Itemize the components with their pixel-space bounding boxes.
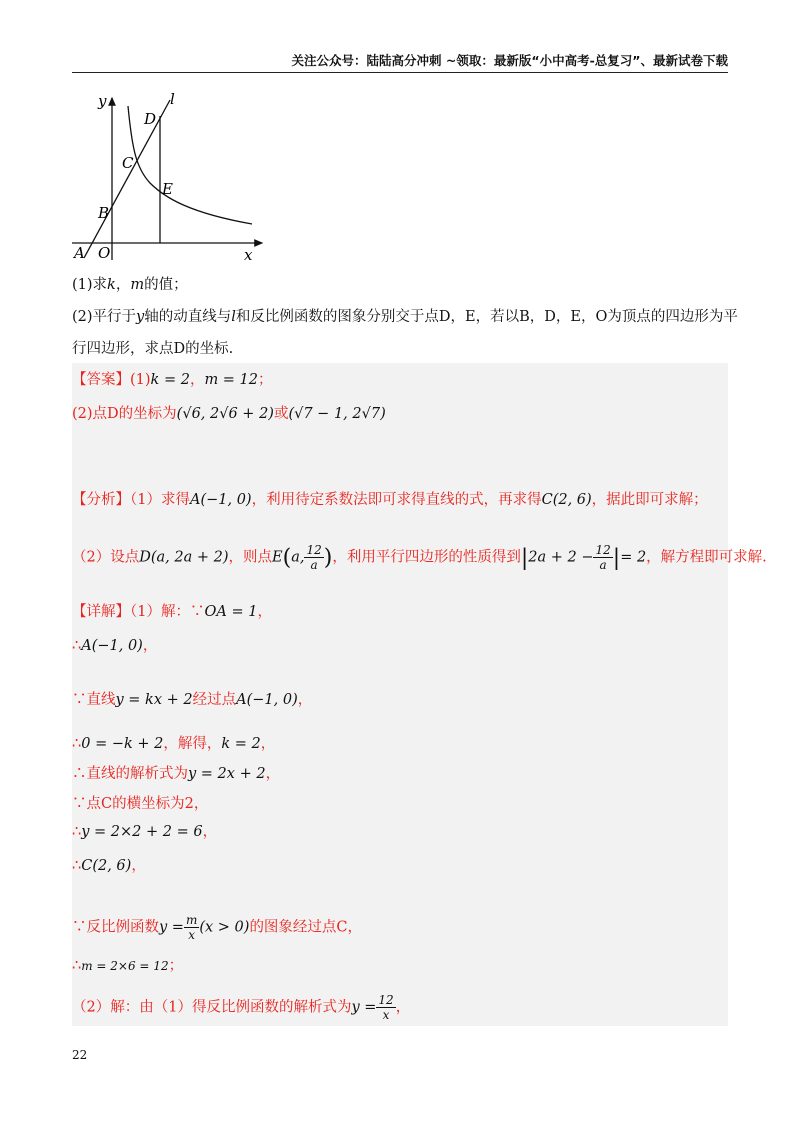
label-D: D [144, 110, 157, 128]
label-y: y [98, 92, 107, 110]
function-graph [70, 88, 270, 264]
answer-line-1: 【答案】(1)k = 2，m = 12； [72, 372, 273, 388]
label-B: B [98, 204, 110, 222]
answer-line-2: (2)点D的坐标为(√6, 2√6 + 2)或(√7 − 1, 2√7) [72, 406, 386, 422]
detail-line-4: ∴0 = −k + 2，解得，k = 2， [72, 736, 276, 752]
detail-line-9: ∵反比例函数y = $\frac{m}{x}$ (x > 0)的图象经过点C， [72, 913, 363, 942]
label-l: l [170, 90, 175, 108]
analysis-line-2: （2）设点D(a, 2a + 2)，则点E(a, $\frac{12}{a}$ )，利用平行四边形的性质得到|2a + 2 − $\frac{12}{a}$ |= 2，解方程即可求解. [72, 543, 767, 572]
detail-line-11: （2）解：由（1）得反比例函数的解析式为y = $\frac{12}{x}$ ， [72, 993, 411, 1022]
label-C: C [122, 154, 134, 172]
label-E: E [162, 180, 173, 198]
question-part-1: (1)求k，m的值； [72, 277, 188, 293]
line-l [84, 100, 170, 258]
label-A: A [74, 244, 85, 262]
label-O: O [98, 244, 111, 262]
question-part-2-line-2: 行四边形，求点D的坐标. [72, 341, 234, 357]
page-header: 关注公众号：陆陆高分冲刺 ~领取：最新版“小中高考-总复习”、最新试卷下载 [72, 52, 728, 73]
detail-line-5: ∴直线的解析式为y = 2x + 2， [72, 766, 281, 782]
label-x: x [244, 246, 253, 264]
detail-line-3: ∵直线y = kx + 2经过点A(−1, 0)， [72, 692, 313, 708]
question-part-2-line-1: (2)平行于y轴的动直线与l和反比例函数的图象分别交于点D，E，若以B，D，E，O为顶点的四边形为平 [72, 309, 738, 325]
detail-line-7: ∴y = 2×2 + 2 = 6， [72, 824, 218, 840]
analysis-line-1: 【分析】（1）求得A(−1, 0)，利用待定系数法即可求得直线的式，再求得C(2, 6)，据此即可求解； [72, 492, 708, 508]
detail-line-6: ∵点C的横坐标为2， [72, 796, 209, 812]
detail-line-8: ∴C(2, 6)， [72, 858, 146, 874]
detail-line-2: ∴A(−1, 0)， [72, 638, 158, 654]
detail-line-10: ∴m = 2×6 = 12； [72, 958, 184, 974]
page-number: 22 [72, 1048, 88, 1062]
detail-line-1: 【详解】（1）解：∵OA = 1， [72, 604, 272, 620]
solution-panel [72, 363, 767, 1026]
